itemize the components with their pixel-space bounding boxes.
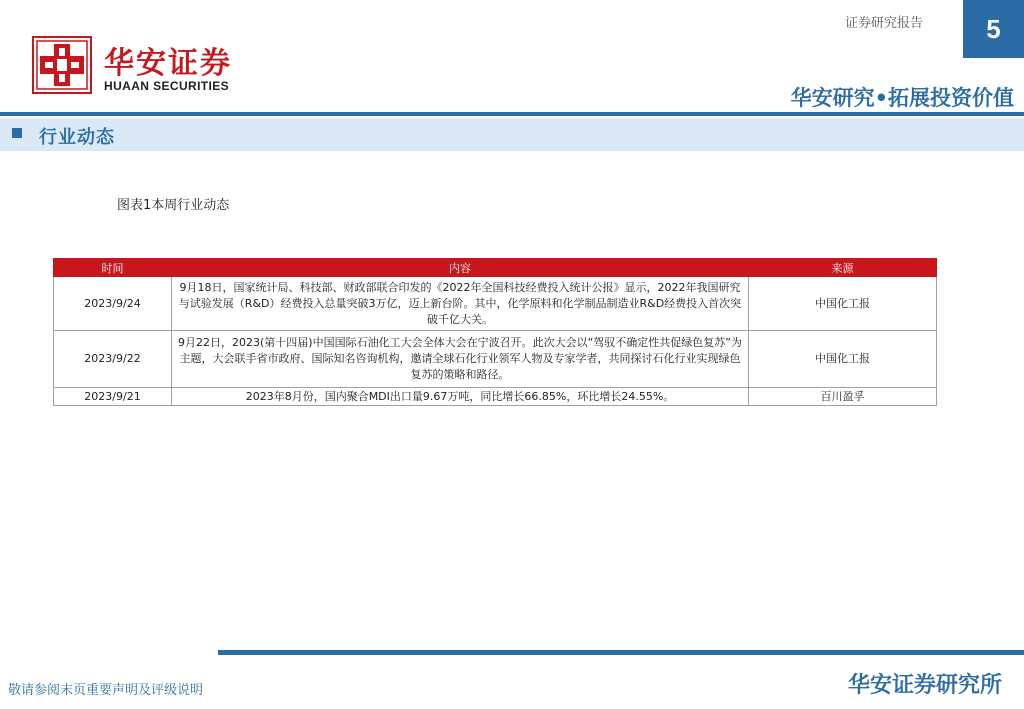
cell-date: 2023/9/21: [54, 388, 172, 406]
section-title: 行业动态: [39, 127, 115, 148]
square-bullet-icon: [12, 128, 22, 138]
cell-content: 2023年8月份，国内聚合MDI出口量9.67万吨，同比增长66.85%，环比增长24.55%。: [172, 388, 749, 406]
table-row: [54, 331, 937, 388]
section-header-bar: [0, 118, 1024, 151]
brand-name-cn: 华安证券: [104, 46, 232, 81]
footer-divider: [218, 650, 1024, 655]
brand-name-en: HUAAN SECURITIES: [104, 79, 230, 93]
header-divider: [0, 112, 1024, 116]
column-header-date: 时间: [54, 259, 172, 277]
cell-date: 2023/9/22: [54, 331, 172, 388]
cell-source: 百川盈孚: [749, 388, 937, 406]
disclaimer-text: 敬请参阅末页重要声明及评级说明: [8, 683, 204, 698]
table-header-row: [54, 259, 937, 277]
cell-source: 中国化工报: [749, 277, 937, 331]
cell-date: 2023/9/24: [54, 277, 172, 331]
cell-source: 中国化工报: [749, 331, 937, 388]
cell-content: 9月18日，国家统计局、科技部、财政部联合印发的《2022年全国科技经费投入统计公报》显示，2022年我国研究与试验发展（R&D）经费投入总量突破3万亿，迈上新台阶。其中，化学原料和化学制品制造业R&D经费投入首次突破千亿大关。: [172, 277, 749, 331]
page-number: 5: [963, 0, 1024, 58]
slogan: 华安研究•拓展投资价值: [790, 86, 1014, 110]
cell-content: 9月22日，2023(第十四届)中国国际石油化工大会全体大会在宁波召开。此次大会以“驾驭不确定性共促绿色复苏”为主题，大会联手省市政府、国际知名咨询机构，邀请全球石化行业领军人物及专家学者，共同探讨石化行业实现绿色复苏的策略和路径。: [172, 331, 749, 388]
institute-name: 华安证券研究所: [847, 673, 1002, 698]
huaan-logo: [32, 36, 92, 94]
figure-caption: 图表1本周行业动态: [117, 198, 230, 213]
report-type: 证券研究报告: [845, 16, 924, 31]
column-header-source: 来源: [749, 259, 937, 277]
table-row: [54, 388, 937, 406]
industry-news-table: [53, 258, 937, 406]
table-row: [54, 277, 937, 331]
column-header-content: 内容: [172, 259, 749, 277]
